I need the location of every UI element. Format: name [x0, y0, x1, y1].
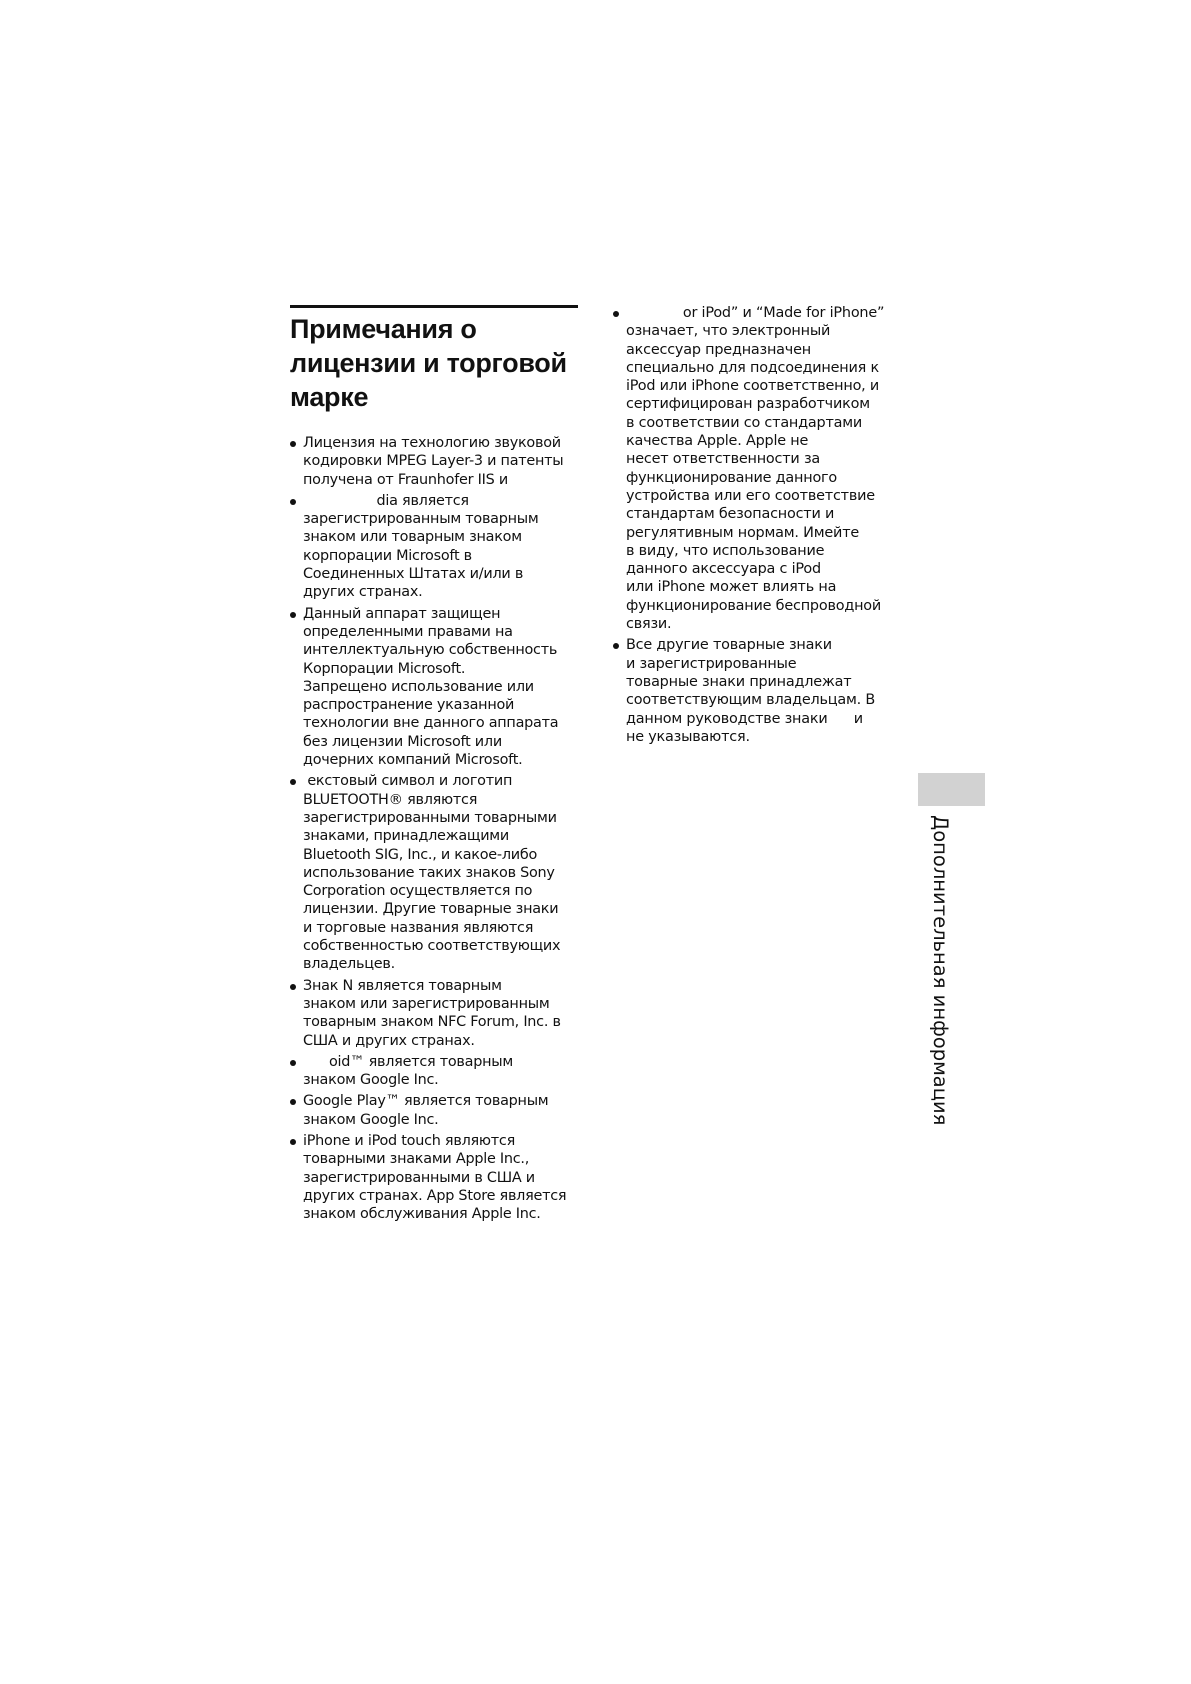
list-item-line: в соответствии со стандартами — [626, 414, 863, 431]
list-item-line: технологии вне данного аппарата — [303, 715, 559, 732]
list-item-line: стандартам безопасности и — [626, 506, 835, 523]
list-item-other-trademarks — [612, 636, 912, 746]
left-column-list — [289, 434, 589, 1226]
list-item-line: dia является — [303, 492, 469, 509]
list-item-google-play — [289, 1092, 589, 1129]
list-item-line: Все другие товарные знаки — [626, 637, 832, 654]
section-title-line: лицензии и торговой — [290, 348, 567, 378]
list-item-line: сертифицирован разработчиком — [626, 396, 870, 413]
list-item-microsoft-ip — [289, 605, 589, 770]
list-item-line: означает, что электронный — [626, 323, 831, 340]
list-item-made-for-ipod — [612, 304, 912, 633]
list-item-line: iPhone и iPod touch являются — [303, 1132, 515, 1149]
section-title-line: марке — [290, 382, 369, 412]
list-item-line: зарегистрированными в США и — [303, 1169, 535, 1186]
list-item-line: oid™ является товарным — [303, 1053, 513, 1070]
list-item-line: устройства или его соответствие — [626, 487, 875, 504]
list-item-line: данном руководстве знаки и — [626, 710, 863, 727]
section-tab-marker — [918, 773, 985, 806]
list-item-line: iPod или iPhone соответственно, и — [626, 378, 880, 395]
list-item-line: Знак N является товарным — [303, 977, 502, 994]
list-item-line: или iPhone может влиять на — [626, 579, 837, 596]
section-title-line: Примечания о — [290, 314, 477, 344]
list-item-line: товарным знаком NFC Forum, Inc. в — [303, 1014, 561, 1031]
list-item-line: владельцев. — [303, 956, 395, 973]
list-item-line: функционирование данного — [626, 469, 838, 486]
list-item-line: кодировки MPEG Layer-3 и патенты — [303, 453, 564, 470]
list-item-line: Bluetooth SIG, Inc., и какое-либо — [303, 846, 538, 863]
list-item-line: качества Apple. Apple не — [626, 433, 809, 450]
list-item-line: Запрещено использование или — [303, 678, 534, 695]
list-item-line: и зарегистрированные — [626, 655, 797, 672]
list-item-line: данного аксессуара с iPod — [626, 561, 821, 578]
list-item-line: соответствующим владельцам. В — [626, 692, 876, 709]
list-item-line: использование таких знаков Sony — [303, 864, 555, 881]
list-item-line: связи. — [626, 616, 672, 633]
list-item-mp3-license — [289, 434, 589, 489]
list-item-line: знаком обслуживания Apple Inc. — [303, 1206, 541, 1223]
list-item-line: аксессуар предназначен — [626, 341, 811, 358]
list-item-line: функционирование беспроводной — [626, 597, 882, 614]
list-item-line: Соединенных Штатах и/или в — [303, 566, 524, 583]
list-item-line: екстовый символ и логотип — [303, 773, 513, 790]
list-item-line: знаком Google Inc. — [303, 1111, 439, 1128]
list-item-line: других странах. — [303, 584, 423, 601]
list-item-line: без лицензии Microsoft или — [303, 733, 502, 750]
list-item-line: несет ответственности за — [626, 451, 821, 468]
list-item-apple — [289, 1132, 589, 1223]
list-item-line: и торговые названия являются — [303, 919, 534, 936]
list-item-android — [289, 1053, 589, 1090]
list-item-line: товарные знаки принадлежат — [626, 673, 852, 690]
list-item-line: интеллектуальную собственность — [303, 642, 558, 659]
list-item-line: товарными знаками Apple Inc., — [303, 1151, 530, 1168]
list-item-line: корпорации Microsoft в — [303, 547, 472, 564]
list-item-line: BLUETOOTH® являются — [303, 791, 478, 808]
list-item-line: or iPod” и “Made for iPhone” — [626, 305, 885, 321]
list-item-line: знаками, принадлежащими — [303, 828, 510, 845]
section-tab-label: Дополнительная информация — [929, 815, 952, 1126]
list-item-windows-media — [289, 492, 589, 602]
list-item-line: знаком Google Inc. — [303, 1072, 439, 1089]
list-item-line: дочерних компаний Microsoft. — [303, 752, 523, 769]
list-item-line: зарегистрированными товарными — [303, 809, 557, 826]
list-item-line: Corporation осуществляется по — [303, 883, 533, 900]
list-item-line: распространение указанной — [303, 697, 515, 714]
list-item-line: регулятивным нормам. Имейте — [626, 524, 860, 541]
list-item-line: в виду, что использование — [626, 542, 825, 559]
right-column-list — [612, 304, 912, 749]
list-item-line: знаком или товарным знаком — [303, 529, 522, 546]
list-item-line: Корпорации Microsoft. — [303, 660, 466, 677]
list-item-line: других странах. App Store является — [303, 1187, 567, 1204]
list-item-line: Данный аппарат защищен — [303, 605, 501, 622]
list-item-line: собственностью соответствующих — [303, 938, 561, 955]
list-item-bluetooth — [289, 772, 589, 973]
list-item-nfc — [289, 977, 589, 1050]
list-item-line: определенными правами на — [303, 623, 513, 640]
section-title — [290, 312, 580, 414]
list-item-line: зарегистрированным товарным — [303, 511, 539, 528]
list-item-line: Лицензия на технологию звуковой — [303, 435, 561, 451]
list-item-line: получена от Fraunhofer IIS и — [303, 471, 508, 488]
heading-rule — [290, 305, 578, 308]
list-item-line: Google Play™ является товарным — [303, 1093, 549, 1110]
list-item-line: не указываются. — [626, 728, 750, 745]
list-item-line: лицензии. Другие товарные знаки — [303, 901, 559, 918]
list-item-line: специально для подсоединения к — [626, 359, 879, 376]
list-item-line: США и других странах. — [303, 1032, 475, 1049]
list-item-line: знаком или зарегистрированным — [303, 995, 550, 1012]
